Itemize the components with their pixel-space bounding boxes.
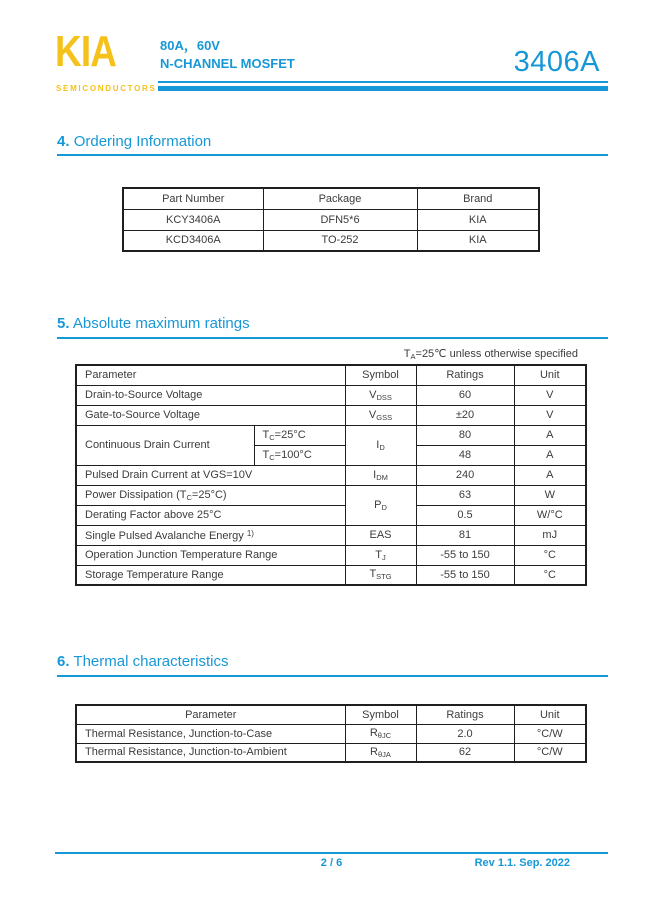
cell-unit: A [514,465,586,485]
table-row-tstg [76,565,586,585]
cell-symbol: $R_{\theta JC}$ [345,724,416,743]
footer-rule [55,852,608,854]
cell-condition-100: $T_C=100^\circ C$ [254,445,345,465]
note-pre: T [403,348,411,360]
ordering-col-part-number: Part Number [123,188,263,209]
table-row-pd [76,485,586,505]
table-row-vgss [76,405,586,425]
kia-logo: KIA [55,27,117,76]
kia-logo-subtext: SEMICONDUCTORS [56,84,157,93]
ordering-table [122,187,540,252]
cell-package: DFN5*6 [263,209,417,230]
cell-symbol: $I_{DM}$ [345,465,416,485]
cell-rating: 60 [416,385,514,405]
note-sub: A [410,352,416,361]
table-row-idm [76,465,586,485]
abs-col-unit: Unit [514,365,586,385]
cell-condition-25: $T_C=25^\circ C$ [254,425,345,445]
cell-part-number: KCD3406A [123,230,263,251]
thermal-col-symbol: Symbol [345,705,416,724]
header-rule-thin [158,81,608,83]
cell-parameter: Operation Junction Temperature Range [76,545,345,565]
table-row-rthjc [76,724,586,743]
table-row [123,209,539,230]
section-abs-max-number: 5. [57,315,70,332]
cell-rating: 48 [416,445,514,465]
abs-col-symbol: Symbol [345,365,416,385]
cell-rating: 81 [416,525,514,545]
cell-unit: °C [514,565,586,585]
footnote-marker: 1) [246,528,254,538]
cell-parameter: Continuous Drain Current [76,425,254,465]
part-number-title: 3406A [513,46,600,78]
cell-parameter: Thermal Resistance, Junction-to-Ambient [76,743,345,762]
cell-unit: V [514,385,586,405]
section-thermal-number: 6. [57,653,70,670]
cell-symbol: $R_{\theta JA}$ [345,743,416,762]
abs-col-parameter: Parameter [76,365,345,385]
header-rule-thick [158,86,608,91]
cell-rating: 240 [416,465,514,485]
cell-parameter: Thermal Resistance, Junction-to-Case [76,724,345,743]
cell-rating: -55 to 150 [416,565,514,585]
section-abs-max-title: Absolute maximum ratings [72,315,250,332]
table-row-rthja [76,743,586,762]
thermal-col-ratings: Ratings [416,705,514,724]
table-row-vdss [76,385,586,405]
cell-rating: 80 [416,425,514,445]
thermal-characteristics-table [75,704,587,763]
cell-symbol: $T_J$ [345,545,416,565]
section-ordering-heading [57,133,211,151]
cell-rating: 63 [416,485,514,505]
cell-symbol: $T_{STG}$ [345,565,416,585]
table-row-derating [76,505,586,525]
cell-rating: 2.0 [416,724,514,743]
cell-parameter: Gate-to-Source Voltage [76,405,345,425]
table-row-tj [76,545,586,565]
note-post: =25℃ unless otherwise specified [415,348,578,360]
table-row-eas [76,525,586,545]
cell-part-number: KCY3406A [123,209,263,230]
cell-package: TO-252 [263,230,417,251]
cell-symbol: $V_{GSS}$ [345,405,416,425]
section-thermal-title: Thermal characteristics [73,653,229,670]
cell-unit: °C/W [514,743,586,762]
section-thermal-heading [57,653,228,671]
cell-parameter: Derating Factor above 25°C [76,505,345,525]
section-thermal-rule [57,675,608,677]
cell-parameter: Storage Temperature Range [76,565,345,585]
thermal-col-unit: Unit [514,705,586,724]
cell-symbol: EAS [345,525,416,545]
cell-unit: mJ [514,525,586,545]
cell-unit: °C/W [514,724,586,743]
cell-parameter: Power Dissipation $(T_C=25^\circ C)$ [76,485,345,505]
cell-unit: A [514,445,586,465]
section-abs-max-heading [57,315,250,333]
conditions-note [404,347,578,361]
ordering-header-row [123,188,539,209]
device-spec-line1: 80A，60V [160,38,220,53]
cell-unit: °C [514,545,586,565]
cell-unit: V [514,405,586,425]
section-ordering-rule [57,154,608,156]
cell-symbol: $I_D$ [345,425,416,465]
cell-symbol: $P_D$ [345,485,416,525]
cell-unit: A [514,425,586,445]
cell-unit: W [514,485,586,505]
cell-symbol: $V_{DSS}$ [345,385,416,405]
cell-rating: -55 to 150 [416,545,514,565]
cell-brand: KIA [417,209,539,230]
cell-rating: ±20 [416,405,514,425]
section-ordering-number: 4. [57,133,70,150]
cell-rating: 0.5 [416,505,514,525]
ordering-col-brand: Brand [417,188,539,209]
device-spec-line2: N-CHANNEL MOSFET [160,56,295,71]
cell-parameter: Single Pulsed Avalanche Energy $^{1)}$ [76,525,345,545]
revision-label: Rev 1.1. Sep. 2022 [474,857,570,869]
absolute-maximum-ratings-table [75,364,587,586]
thermal-col-parameter: Parameter [76,705,345,724]
table-row-id-25 [76,425,586,445]
thermal-header-row [76,705,586,724]
cell-unit: W/°C [514,505,586,525]
abs-col-ratings: Ratings [416,365,514,385]
section-ordering-title: Ordering Information [73,133,212,150]
cell-parameter: Drain-to-Source Voltage [76,385,345,405]
device-spec-block [160,37,295,73]
ordering-col-package: Package [263,188,417,209]
page-number: 2 / 6 [320,857,343,869]
table-row [123,230,539,251]
cell-parameter: Pulsed Drain Current at VGS=10V [76,465,345,485]
section-abs-max-rule [57,337,608,339]
abs-header-row [76,365,586,385]
cell-rating: 62 [416,743,514,762]
cell-brand: KIA [417,230,539,251]
